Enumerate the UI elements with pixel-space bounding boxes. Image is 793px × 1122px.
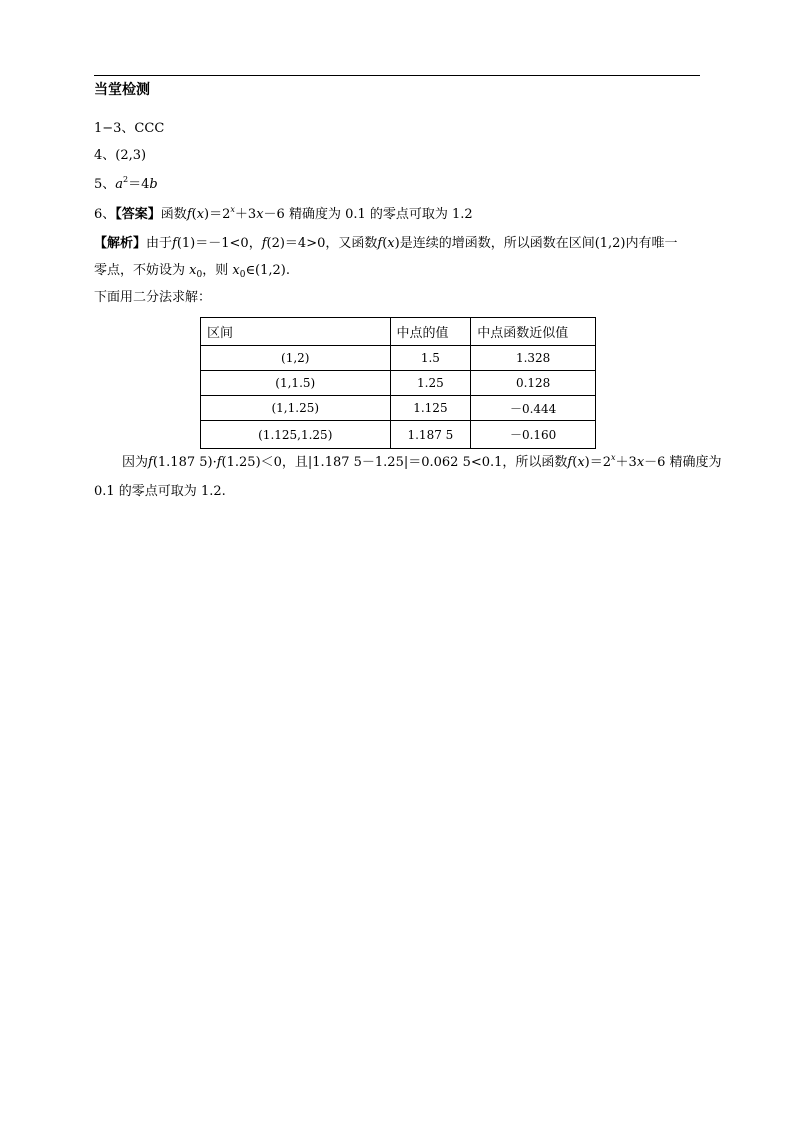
var-x0: x	[232, 263, 240, 278]
header-mid-value: 中点函数近似值	[471, 318, 596, 346]
top-rule	[94, 75, 700, 76]
var-a: a	[115, 177, 124, 192]
analysis-text-5: 零点，不妨设为	[94, 263, 190, 278]
subscript-0: 0	[196, 270, 203, 280]
cell-mid-value: －0.160	[471, 421, 596, 449]
answer-6: 6、【答案】函数$f(x)=2^x+3x-6$ 精确度为 0.1 的零点可取为 1.2	[94, 205, 473, 222]
header-midpoint: 中点的值	[390, 318, 471, 346]
table-header-row	[201, 318, 596, 346]
conclusion-text-1: 因为	[122, 455, 149, 470]
var-x0: x	[189, 263, 197, 278]
cell-mid-value: 0.128	[471, 371, 596, 396]
analysis-text-7: ∈(1,2).	[245, 263, 291, 278]
exponent-x: x	[611, 453, 616, 462]
answer-5-rest: ＝4	[128, 177, 150, 192]
cell-midpoint: 1.187 5	[390, 421, 471, 449]
cell-mid-value: －0.444	[471, 396, 596, 421]
answer-6-text-3: ＋3	[234, 207, 257, 222]
cell-mid-value: 1.328	[471, 346, 596, 371]
conclusion-text-2: (1.187 5)·	[152, 455, 217, 470]
header-interval: 区间	[201, 318, 391, 346]
subscript-0: 0	[239, 270, 246, 280]
var-x: x	[387, 236, 395, 251]
analysis-tag: 【解析】	[94, 236, 147, 251]
conclusion-line-1: 因为f(1.187 5)·f(1.25)＜0，且|1.187 5－1.25|＝0.062 5<0.1，所以函数$f(x)=2^x+3x-6$ 精确度为	[122, 453, 722, 470]
func-f: f	[172, 236, 177, 251]
var-b: b	[149, 177, 158, 192]
conclusion-text-4: ＝2	[589, 455, 612, 470]
func-f: f	[567, 455, 573, 470]
answer-tag: 【答案】	[115, 207, 161, 222]
var-x: x	[577, 455, 585, 470]
func-f: f	[216, 455, 222, 470]
analysis-line-1: 【解析】由于f(1)＝－1<0，f(2)＝4>0，又函数f(x)是连续的增函数，所以函数在区间(1,2)内有唯一	[94, 236, 678, 251]
func-f: f	[186, 207, 192, 222]
analysis-line-3: 下面用二分法求解：	[94, 290, 212, 305]
analysis-line-2	[94, 263, 290, 279]
answer-6-text-2: ＝2	[209, 207, 231, 222]
analysis-text-1: 由于	[146, 236, 173, 251]
func-f: f	[148, 455, 153, 470]
func-f: f	[377, 236, 383, 251]
cell-midpoint: 1.25	[390, 371, 471, 396]
var-x: x	[636, 455, 645, 470]
analysis-text-3: (2)＝4>0，又函数	[266, 236, 378, 251]
cell-interval: (1,1.5)	[201, 371, 391, 396]
func-f: f	[261, 236, 267, 251]
conclusion-text-5: ＋3	[615, 455, 637, 470]
answer-5-prefix: 5、	[94, 177, 116, 192]
section-heading: 当堂检测	[94, 82, 150, 98]
table-row	[201, 396, 596, 421]
answer-4: 4、(2,3)	[94, 148, 147, 163]
answer-5	[94, 177, 158, 193]
analysis-text-2: (1)＝－1<0，	[176, 236, 262, 251]
cell-midpoint: 1.125	[390, 396, 471, 421]
cell-interval: (1,1.25)	[201, 396, 391, 421]
answer-6-text-1: 函数	[160, 207, 187, 222]
exponent: 2	[123, 175, 129, 184]
bisection-table	[200, 317, 596, 449]
table-row	[201, 371, 596, 396]
answer-6-text-4: －6 精确度为 0.1 的零点可取为 1.2	[263, 207, 473, 222]
var-x: x	[196, 207, 205, 222]
table-row	[201, 346, 596, 371]
answer-6-prefix: 6、	[94, 207, 116, 222]
analysis-text-6: ，则	[202, 263, 233, 278]
var-x: x	[256, 207, 264, 222]
conclusion-text-6: －6 精确度为	[644, 455, 722, 470]
answer-1-3: 1−3、CCC	[94, 121, 165, 136]
analysis-text-4: 是连续的增函数，所以函数在区间(1,2)内有唯一	[399, 236, 678, 251]
conclusion-line-2: 0.1 的零点可取为 1.2.	[94, 484, 226, 499]
exponent-x: x	[230, 205, 235, 214]
cell-midpoint: 1.5	[390, 346, 471, 371]
cell-interval: (1.125,1.25)	[201, 421, 391, 449]
conclusion-text-3: (1.25)＜0，且|1.187 5－1.25|＝0.062 5<0.1，所以函数	[221, 455, 568, 470]
cell-interval: (1,2)	[201, 346, 391, 371]
table-row	[201, 421, 596, 449]
